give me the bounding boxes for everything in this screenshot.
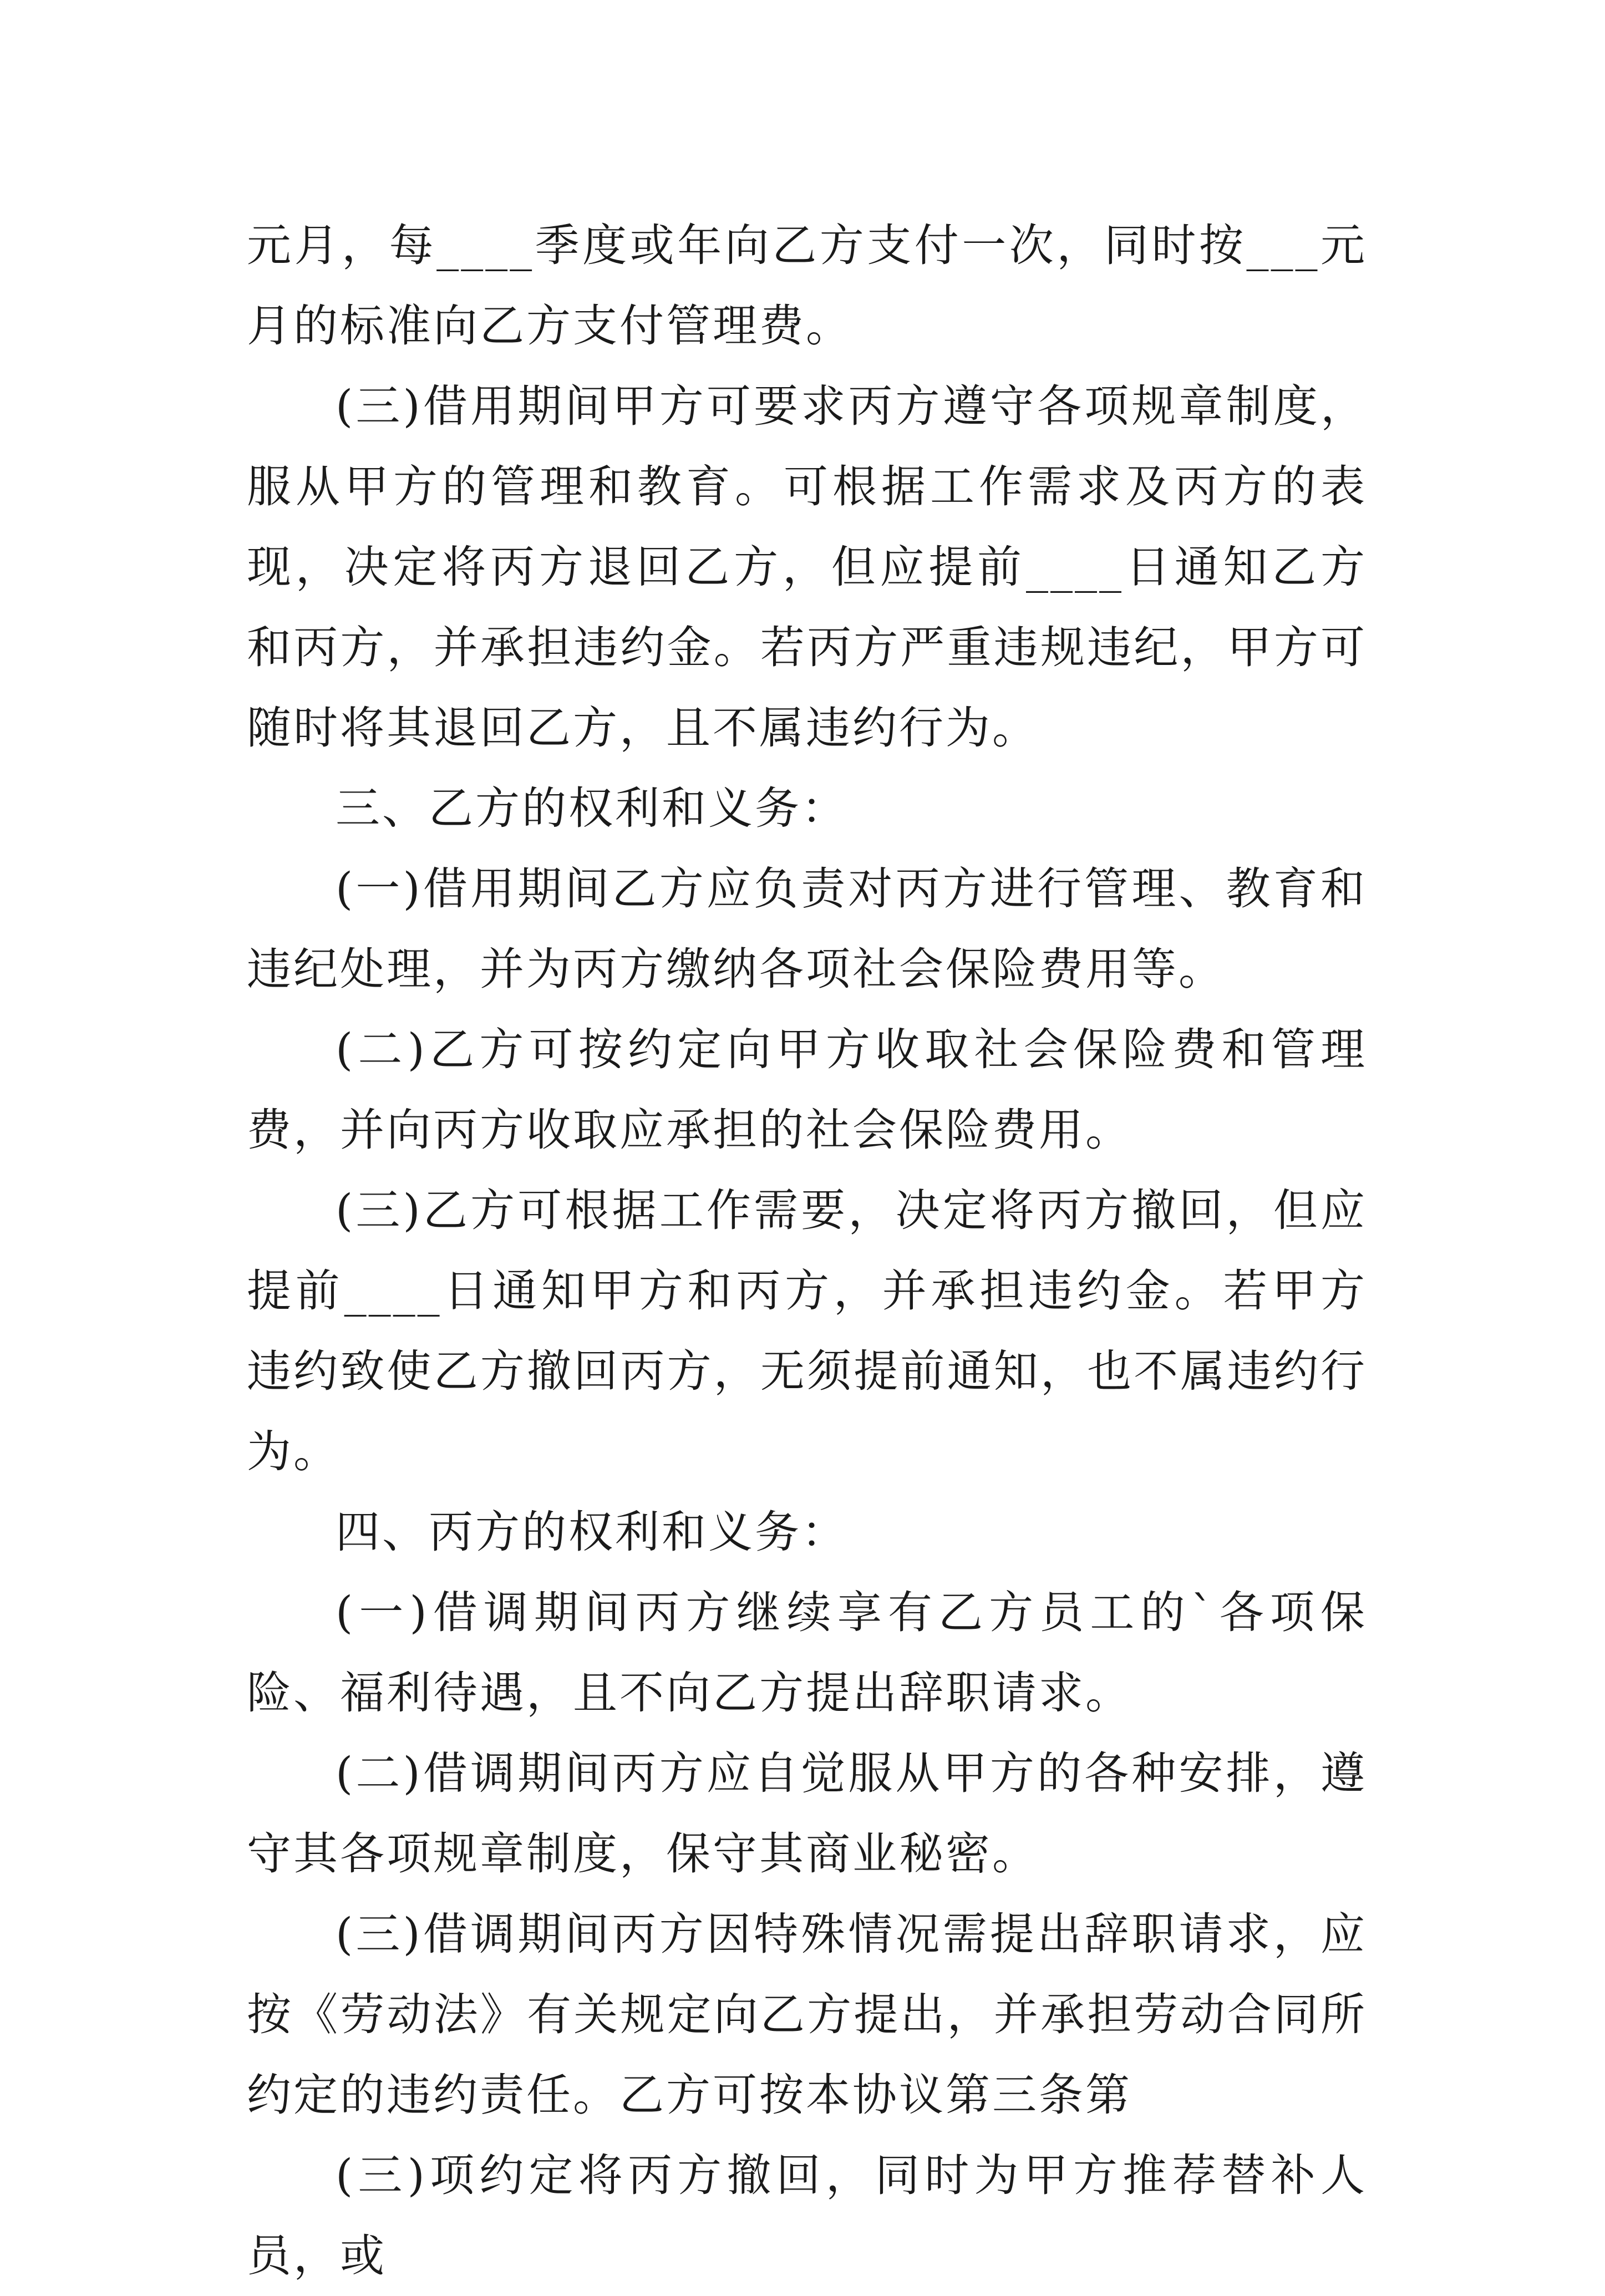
paragraph-party-b-management: (一)借用期间乙方应负责对丙方进行管理、教育和违纪处理，并为丙方缴纳各项社会保险费用等。: [247, 863, 1367, 995]
paragraph-party-b-recall: (三)乙方可根据工作需要，决定将丙方撤回，但应提前____日通知甲方和丙方，并承担违约金。若甲方违约致使乙方撤回丙方，无须提前通知，也不属违约行为。: [247, 1185, 1367, 1477]
paragraph-party-a-return: (三)借用期间甲方可要求丙方遵守各项规章制度，服从甲方的管理和教育。可根据工作需求及丙方的表现，决定将丙方退回乙方，但应提前____日通知乙方和丙方，并承担违约金。若丙方严重违规违纪，甲方可随时将其退回乙方，且不属违约行为。: [247, 380, 1367, 754]
paragraph-party-c-replacement: (三)项约定将丙方撤回，同时为甲方推荐替补人员，或: [247, 2150, 1367, 2282]
paragraph-management-fee: 元月，每____季度或年向乙方支付一次，同时按___元月的标准向乙方支付管理费。: [247, 220, 1367, 352]
heading-party-c-rights: 四、丙方的权利和义务：: [336, 1506, 848, 1558]
paragraph-party-c-benefits: (一)借调期间丙方继续享有乙方员工的`各项保险、福利待遇，且不向乙方提出辞职请求。: [247, 1587, 1367, 1719]
paragraph-party-b-fees: (二)乙方可按约定向甲方收取社会保险费和管理费，并向丙方收取应承担的社会保险费用。: [247, 1024, 1367, 1156]
paragraph-party-c-resign: (三)借调期间丙方因特殊情况需提出辞职请求，应按《劳动法》有关规定向乙方提出，并承担劳动合同所约定的违约责任。乙方可按本协议第三条第: [247, 1908, 1367, 2121]
paragraph-party-c-obey: (二)借调期间丙方应自觉服从甲方的各种安排，遵守其各项规章制度，保守其商业秘密。: [247, 1748, 1367, 1880]
heading-party-b-rights: 三、乙方的权利和义务：: [336, 783, 848, 834]
document-body: [247, 205, 1367, 2296]
